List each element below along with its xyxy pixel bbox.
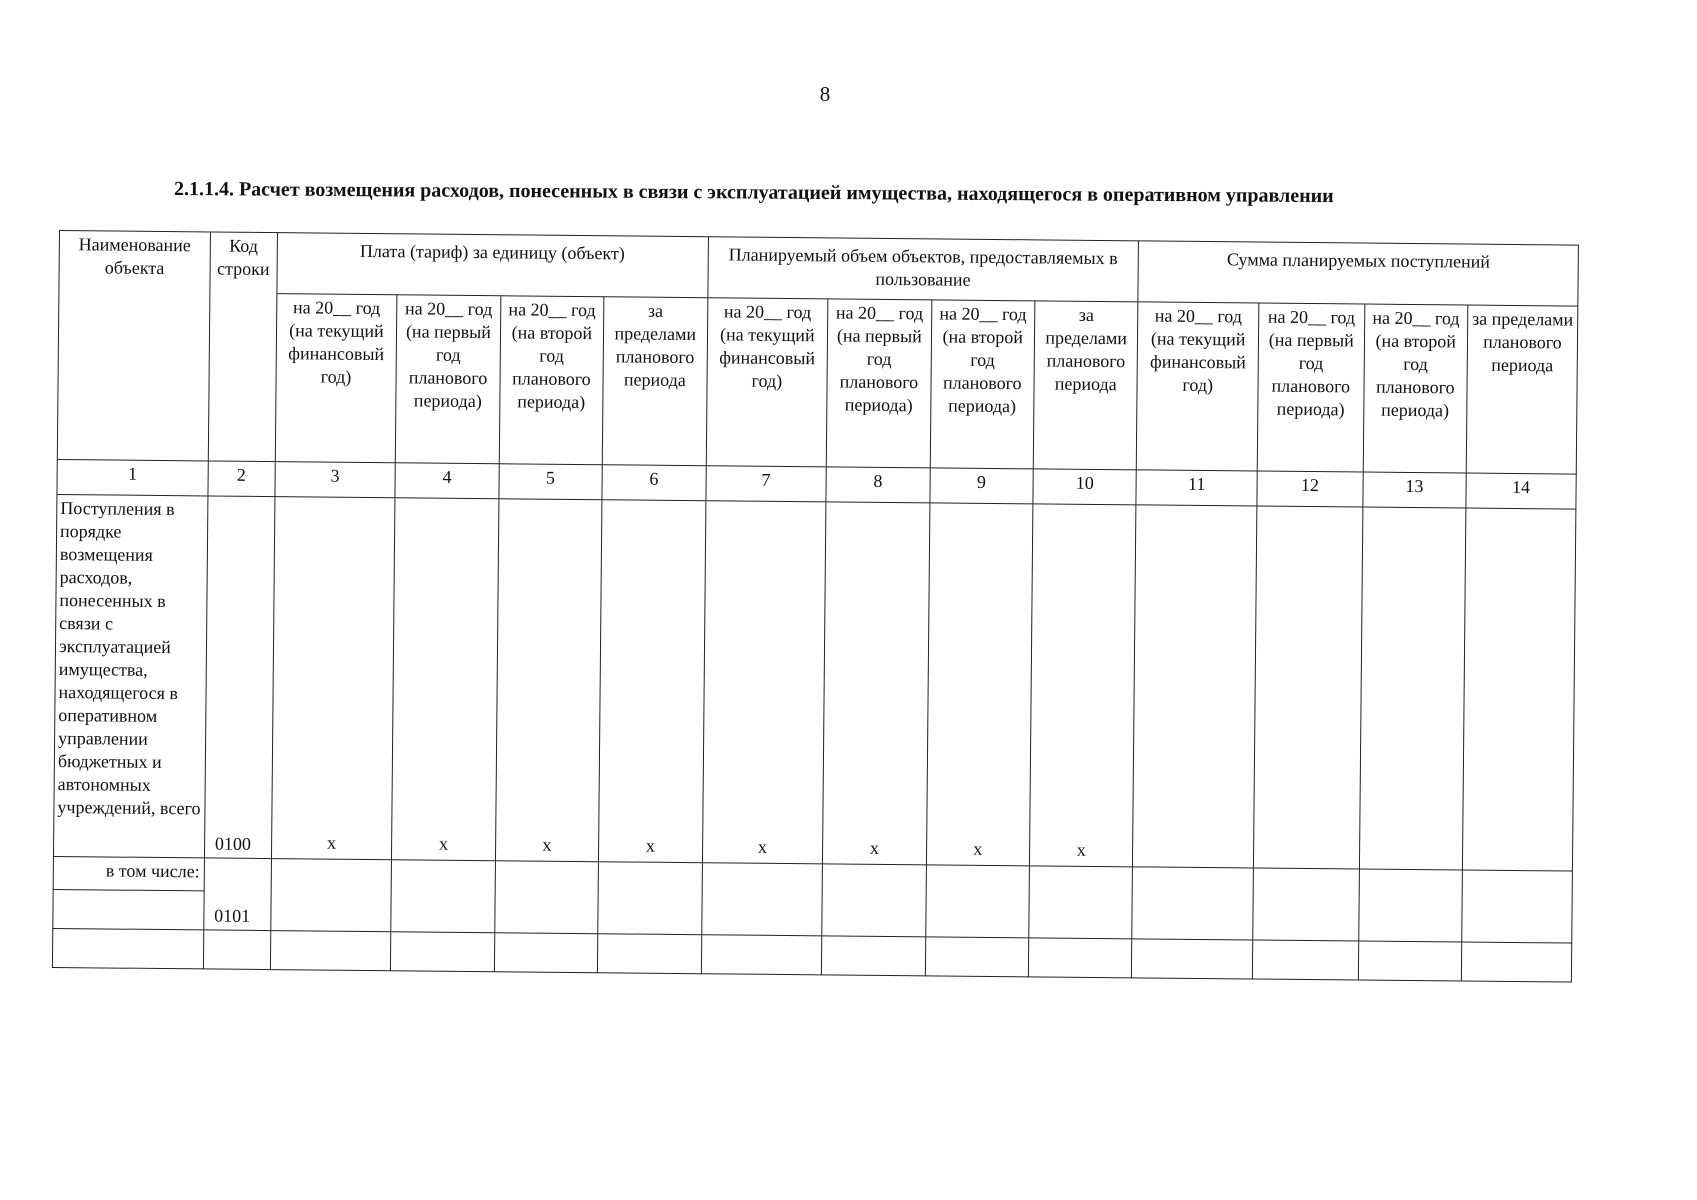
value-cell[interactable]: [1132, 939, 1253, 979]
value-cell[interactable]: x: [599, 500, 706, 863]
value-cell[interactable]: [1359, 507, 1466, 870]
value-cell[interactable]: [1358, 941, 1462, 981]
header-period-current: на 20__ год (на текущий финансовый год): [706, 298, 828, 467]
revenue-calculation-table: [52, 230, 1579, 983]
column-number: 1: [57, 459, 208, 495]
header-period-beyond: за пределами планового периода: [1033, 301, 1138, 470]
column-number: 3: [275, 462, 396, 498]
column-number: 7: [705, 466, 826, 502]
value-cell[interactable]: [822, 936, 926, 976]
header-period-first: на 20__ год (на первый год планового периода): [396, 295, 501, 464]
row-code-cell: 0100: [204, 496, 274, 859]
value-cell[interactable]: [391, 932, 495, 972]
column-number: 4: [395, 463, 499, 499]
column-number: 9: [929, 468, 1033, 504]
value-cell[interactable]: [391, 860, 495, 933]
value-cell[interactable]: [1133, 505, 1257, 868]
header-period-first: на 20__ год (на первый год планового периода): [1257, 303, 1364, 472]
value-cell[interactable]: [270, 931, 391, 971]
header-period-second: на 20__ год (на второй год планового периода): [499, 296, 604, 465]
column-number: 6: [602, 465, 706, 501]
column-number: 2: [208, 461, 275, 497]
value-cell[interactable]: [1253, 868, 1359, 941]
value-cell[interactable]: [822, 864, 926, 937]
value-cell[interactable]: [925, 865, 1029, 938]
row-name-cell[interactable]: [53, 889, 204, 929]
row-code-cell[interactable]: [203, 930, 270, 970]
row-name-cell[interactable]: [52, 928, 203, 968]
value-cell[interactable]: [701, 863, 822, 936]
table-row-total: [53, 494, 1575, 871]
value-cell[interactable]: [597, 934, 701, 974]
header-period-beyond: за пределами планового периода: [1466, 305, 1578, 474]
column-number: 5: [499, 464, 603, 500]
column-number: 8: [826, 467, 930, 503]
header-period-second: на 20__ год (на второй год планового периода): [1363, 304, 1468, 473]
value-cell[interactable]: [1462, 508, 1576, 871]
column-number: 12: [1257, 471, 1363, 507]
value-cell[interactable]: [701, 935, 822, 975]
header-period-second: на 20__ год (на второй год планового периода): [930, 300, 1035, 469]
value-cell[interactable]: [1462, 870, 1573, 943]
value-cell[interactable]: [1461, 942, 1571, 982]
value-cell[interactable]: [1252, 940, 1358, 980]
value-cell[interactable]: [494, 861, 598, 934]
header-period-beyond: за пределами планового периода: [602, 297, 707, 466]
header-period-current: на 20__ год (на текущий финансовый год): [275, 294, 397, 463]
value-cell[interactable]: [598, 862, 702, 935]
value-cell[interactable]: [1358, 869, 1462, 942]
column-number: 14: [1466, 473, 1576, 509]
value-cell[interactable]: [270, 859, 391, 932]
section-title: 2.1.1.4. Расчет возмещения расходов, понесенных в связи с эксплуатацией имущества, находящегося в оперативном управлении: [173, 178, 1334, 208]
value-cell[interactable]: [1028, 938, 1132, 978]
header-row-periods: [57, 292, 1578, 475]
column-number: 10: [1033, 469, 1137, 505]
value-cell[interactable]: [1029, 866, 1133, 939]
value-cell[interactable]: [1253, 506, 1362, 869]
value-cell[interactable]: x: [271, 497, 395, 860]
column-number: 13: [1362, 472, 1466, 508]
header-group-tariff: Плата (тариф) за единицу (объект): [276, 233, 707, 298]
row-name-cell: Поступления в порядке возмещения расходов, понесенных в связи с эксплуатацией имущества, находящегося в оперативном управлении бюджетных и автономных учреждений, всего: [53, 494, 207, 857]
revenue-calculation-table-wrapper: [52, 230, 1579, 983]
value-cell[interactable]: x: [823, 502, 930, 865]
including-label: в том числе:: [53, 856, 204, 890]
value-cell[interactable]: x: [702, 501, 826, 864]
value-cell[interactable]: [1132, 867, 1253, 940]
value-cell[interactable]: [494, 933, 598, 973]
value-cell[interactable]: [925, 937, 1029, 977]
header-group-revenue-sum: Сумма планируемых поступлений: [1138, 241, 1578, 306]
value-cell[interactable]: x: [495, 499, 602, 862]
value-cell[interactable]: x: [926, 503, 1033, 866]
header-row-code: Код строки: [208, 232, 277, 462]
header-object-name: Наименование объекта: [57, 231, 210, 461]
header-period-current: на 20__ год (на текущий финансовый год): [1137, 302, 1259, 471]
header-period-first: на 20__ год (на первый год планового периода): [826, 299, 931, 468]
column-number: 11: [1136, 470, 1257, 506]
header-group-volume: Планируемый объем объектов, предоставляемых в пользование: [707, 237, 1138, 302]
page-number: 8: [819, 82, 831, 106]
value-cell[interactable]: x: [1029, 504, 1136, 867]
row-code-cell: 0101: [204, 858, 271, 931]
value-cell[interactable]: x: [392, 498, 499, 861]
